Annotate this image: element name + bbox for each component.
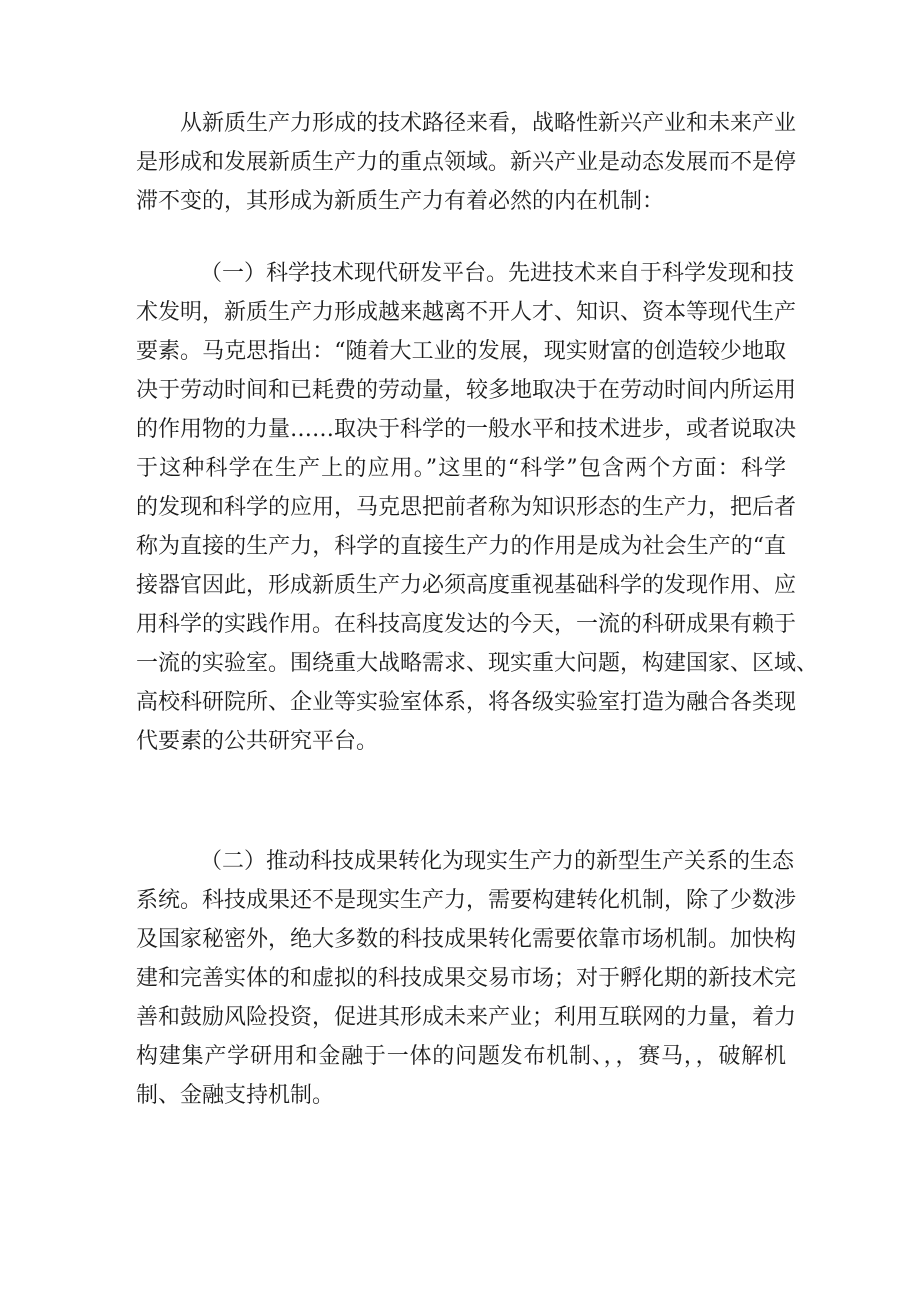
text-line: 的发现和科学的应用，马克思把前者称为知识形态的生产力，把后者 [136, 495, 797, 520]
text-line: 建和完善实体的和虚拟的科技成果交易市场；对于孵化期的新技术完 [136, 966, 797, 991]
text-line: 善和鼓励风险投资，促进其形成未来产业；利用互联网的力量，着力 [136, 1005, 797, 1030]
text-line: （一）科学技术现代研发平台。先进技术来自于科学发现和技 [200, 261, 795, 286]
text-line: 一流的实验室。围绕重大战略需求、现实重大问题，构建国家、区域、 [136, 651, 819, 676]
text-line: 从新质生产力形成的技术路径来看，战略性新兴产业和未来产业 [180, 111, 797, 136]
text-line: 代要素的公共研究平台。 [136, 729, 379, 754]
text-line: 决于劳动时间和已耗费的劳动量，较多地取决于在劳动时间内所运用 [136, 378, 797, 403]
text-line: 滞不变的，其形成为新质生产力有着必然的内在机制： [136, 189, 665, 214]
text-line: 术发明，新质生产力形成越来越离不开人才、知识、资本等现代生产 [136, 300, 797, 325]
text-line: 称为直接的生产力，科学的直接生产力的作用是成为社会生产的“直 [136, 534, 786, 559]
text-line: 系统。科技成果还不是现实生产力，需要构建转化机制，除了少数涉 [136, 888, 797, 913]
text-line: 高校科研院所、企业等实验室体系，将各级实验室打造为融合各类现 [136, 690, 797, 715]
text-line: 的作用物的力量……取决于科学的一般水平和技术进步，或者说取决 [136, 417, 797, 442]
text-line: 及国家秘密外，绝大多数的科技成果转化需要依靠市场机制。加快构 [136, 927, 797, 952]
paragraph-section-two [136, 842, 797, 1115]
text-line: （二）推动科技成果转化为现实生产力的新型生产关系的生态 [200, 849, 795, 874]
paragraph-intro [136, 104, 797, 221]
text-line: 要素。马克思指出：“随着大工业的发展，现实财富的创造较少地取 [136, 339, 786, 364]
text-line: 构建集产学研用和金融于一体的问题发布机制、，，赛马，，破解机 [136, 1044, 786, 1069]
text-line: 制、金融支持机制。 [136, 1083, 335, 1108]
text-line: 接器官因此，形成新质生产力必须高度重视基础科学的发现作用、应 [136, 573, 797, 598]
paragraph-section-one [136, 254, 819, 761]
text-line: 是形成和发展新质生产力的重点领域。新兴产业是动态发展而不是停 [136, 150, 797, 175]
text-line: 于这种科学在生产上的应用。”这里的“科学”包含两个方面：科学 [136, 456, 786, 481]
text-line: 用科学的实践作用。在科技高度发达的今天，一流的科研成果有赖于 [136, 612, 797, 637]
